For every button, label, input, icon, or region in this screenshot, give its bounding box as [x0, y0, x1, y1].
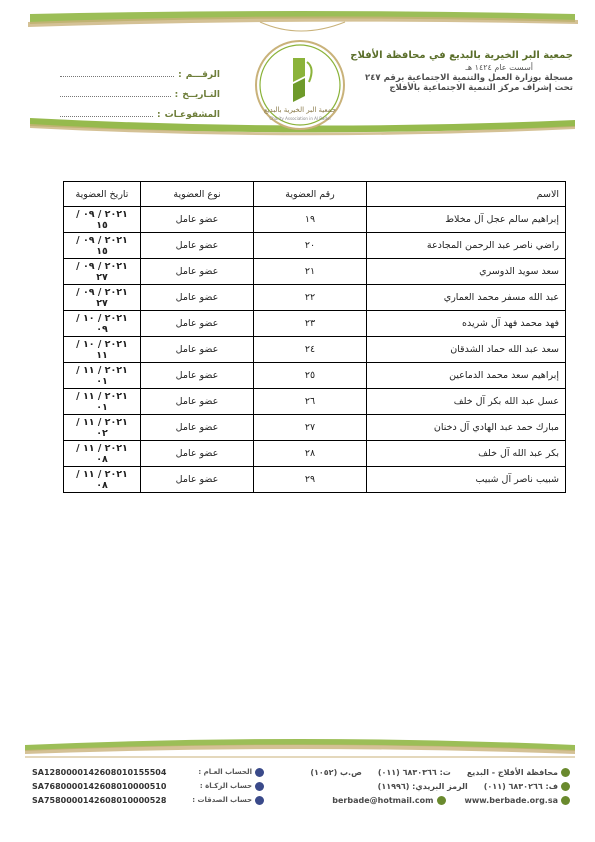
table-row: [64, 207, 566, 233]
table-row: [64, 415, 566, 441]
svg-text:Charity Association in Al Bade: Charity Association in Al Badei: [269, 116, 331, 121]
table-header-row: [64, 182, 566, 207]
member-date: ٢٠٢١ / ٠٩ / ١٥: [64, 233, 141, 259]
footer-phone: ت: ٦٨٣٠٣٦٦ (٠١١): [377, 767, 451, 777]
bank-account-row: [32, 765, 267, 779]
header-type: نوع العضوية: [141, 182, 254, 207]
member-type: عضو عامل: [141, 311, 254, 337]
member-name: شبيب ناصر آل شبيب: [367, 467, 566, 493]
member-name: راضي ناصر عبد الرحمن المجادعة: [367, 233, 566, 259]
member-type: عضو عامل: [141, 285, 254, 311]
location-icon: [561, 768, 570, 777]
member-name: بكر عبد الله آل خلف: [367, 441, 566, 467]
bank-iban: SA1280000142608010155504: [32, 767, 167, 777]
member-name: مبارك حمد عبد الهادي آل دخنان: [367, 415, 566, 441]
member-name: سعد عبد الله حماد الشدقان: [367, 337, 566, 363]
reference-number-field: الرقـــم :: [60, 60, 220, 80]
member-date: ٢٠٢١ / ٠٩ / ٢٧: [64, 259, 141, 285]
member-type: عضو عامل: [141, 441, 254, 467]
table-row: [64, 311, 566, 337]
bank-icon: [255, 796, 264, 805]
member-date: ٢٠٢١ / ١١ / ٠٢: [64, 415, 141, 441]
member-number: ٢٠: [254, 233, 367, 259]
svg-text:جمعية البر الخيرية بالبديع: جمعية البر الخيرية بالبديع: [263, 106, 337, 114]
member-name: فهد محمد فهد آل شريده: [367, 311, 566, 337]
member-date: ٢٠٢١ / ١٠ / ١١: [64, 337, 141, 363]
footer-row-web: [288, 793, 573, 807]
association-logo: [253, 38, 347, 132]
email-icon: [437, 796, 446, 805]
fax-icon: [561, 782, 570, 791]
member-type: عضو عامل: [141, 415, 254, 441]
member-number: ٢٩: [254, 467, 367, 493]
header-name: الاسم: [367, 182, 566, 207]
table-row: [64, 441, 566, 467]
bank-iban: SA7680000142608010000510: [32, 781, 167, 791]
footer-pobox: ص.ب (١٠٥٢): [310, 767, 362, 777]
member-number: ٢١: [254, 259, 367, 285]
bank-account-row: [32, 779, 267, 793]
bank-account-label: الحساب العـام :: [198, 768, 252, 776]
member-type: عضو عامل: [141, 259, 254, 285]
member-type: عضو عامل: [141, 207, 254, 233]
table-row: [64, 467, 566, 493]
member-number: ٢٦: [254, 389, 367, 415]
org-registration: مسجلة بوزارة العمل والتنمية الاجتماعية برقم ٢٤٧: [365, 72, 573, 83]
member-name: إبراهيم سالم عجل آل مخلاط: [367, 207, 566, 233]
member-type: عضو عامل: [141, 233, 254, 259]
member-date: ٢٠٢١ / ١١ / ٠٨: [64, 467, 141, 493]
footer-row-fax: [288, 779, 573, 793]
reference-attachments-field: المشفوعـات :: [60, 100, 220, 120]
dotted-line: [60, 66, 174, 77]
footer-bank-accounts: [32, 765, 267, 807]
org-name: جمعية البر الخيرية بالبديع في محافظة الأفلاج: [350, 50, 573, 61]
footer-website[interactable]: www.berbade.org.sa: [464, 795, 558, 805]
dotted-line: [60, 106, 153, 117]
member-number: ٢٥: [254, 363, 367, 389]
member-date: ٢٠٢١ / ١٠ / ٠٩: [64, 311, 141, 337]
reference-fields: [60, 60, 220, 120]
table-row: [64, 285, 566, 311]
org-established: أسست عام ١٤٢٤ هـ: [465, 62, 533, 72]
bank-icon: [255, 768, 264, 777]
member-date: ٢٠٢١ / ١١ / ٠١: [64, 389, 141, 415]
member-name: عبد الله مسفر محمد العماري: [367, 285, 566, 311]
org-supervision: تحت إشراف مركز التنمية الاجتماعية بالأفلاج: [389, 83, 573, 94]
member-number: ٢٤: [254, 337, 367, 363]
member-date: ٢٠٢١ / ١١ / ٠٨: [64, 441, 141, 467]
footer-postal-code: الرمز البريدي: (١١٩٩٦): [377, 781, 468, 791]
member-date: ٢٠٢١ / ٠٩ / ٢٧: [64, 285, 141, 311]
members-table: [63, 181, 566, 493]
table-row: [64, 389, 566, 415]
bank-iban: SA7580000142608010000528: [32, 795, 167, 805]
member-type: عضو عامل: [141, 467, 254, 493]
member-name: عسل عبد الله بكر آل خلف: [367, 389, 566, 415]
reference-date-field: التـاريــخ :: [60, 80, 220, 100]
member-date: ٢٠٢١ / ٠٩ / ١٥: [64, 207, 141, 233]
organization-info: [348, 50, 573, 94]
table-row: [64, 337, 566, 363]
member-number: ٢٢: [254, 285, 367, 311]
member-type: عضو عامل: [141, 363, 254, 389]
header-number: رقم العضوية: [254, 182, 367, 207]
bank-account-label: حساب الزكـاة :: [199, 782, 252, 790]
table-row: [64, 233, 566, 259]
footer-row-address: [288, 765, 573, 779]
member-date: ٢٠٢١ / ١١ / ٠١: [64, 363, 141, 389]
member-name: إبراهيم سعد محمد الدماعين: [367, 363, 566, 389]
footer-fax: ف: ٦٨٣٠٢٦٦ (٠١١): [483, 781, 558, 791]
member-number: ٢٣: [254, 311, 367, 337]
member-number: ١٩: [254, 207, 367, 233]
member-type: عضو عامل: [141, 337, 254, 363]
bank-account-row: [32, 793, 267, 807]
globe-icon: [561, 796, 570, 805]
footer-email[interactable]: berbade@hotmail.com: [332, 795, 434, 805]
footer-contact: [288, 765, 573, 807]
header-date: تاريخ العضوية: [64, 182, 141, 207]
bank-icon: [255, 782, 264, 791]
table-row: [64, 363, 566, 389]
member-number: ٢٨: [254, 441, 367, 467]
member-type: عضو عامل: [141, 389, 254, 415]
table-row: [64, 259, 566, 285]
member-number: ٢٧: [254, 415, 367, 441]
bank-account-label: حساب الصدقات :: [192, 796, 252, 804]
member-name: سعد سويد الدوسري: [367, 259, 566, 285]
dotted-line: [60, 86, 171, 97]
footer-address: محافظة الأفلاج - البديع: [466, 767, 558, 777]
